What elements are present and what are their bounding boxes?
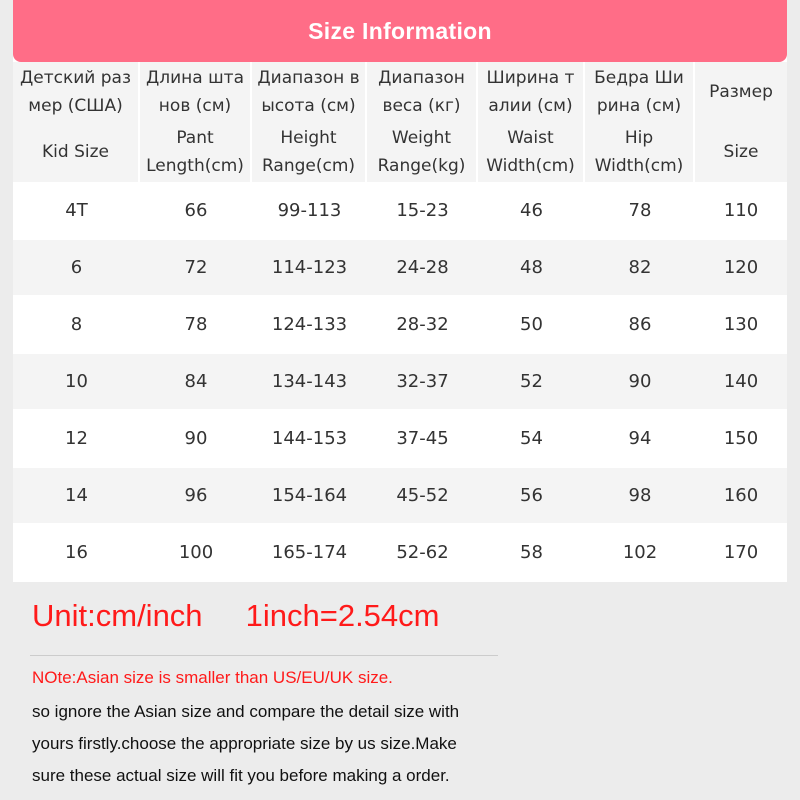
divider [30, 655, 498, 656]
table-cell: 140 [723, 370, 759, 392]
table-cell: 66 [184, 199, 208, 221]
table-cell: 6 [70, 256, 83, 278]
instruction-line-3: sure these actual size will fit you before making a order. [32, 766, 450, 785]
table-row [13, 468, 787, 523]
table-cell: 10 [65, 370, 88, 392]
size-information-banner: Size Information [13, 0, 787, 62]
table-cell: 102 [622, 541, 658, 563]
table-cell: 32-37 [396, 370, 449, 392]
header-en-size: Size [723, 142, 759, 162]
table-cell: 52-62 [396, 541, 449, 563]
table-cell: 96 [184, 484, 208, 506]
header-en-hip-width: Hip Width(cm) [585, 122, 695, 182]
table-cell: 78 [628, 199, 652, 221]
header-ru-kid-size: Детский раз мер (США) [13, 62, 140, 122]
instruction-line-2: yours firstly.choose the appropriate size by us size.Make [32, 734, 457, 753]
table-cell: 150 [723, 427, 759, 449]
asian-size-note: NOte:Asian size is smaller than US/EU/UK size. [32, 668, 393, 687]
table-cell: 154-164 [271, 484, 348, 506]
table-cell: 14 [65, 484, 88, 506]
header-en-kid-size: Kid Size [13, 122, 140, 182]
table-row [13, 297, 787, 352]
header-en-pant-length: Pant Length(cm) [140, 122, 252, 182]
table-cell: 110 [723, 199, 759, 221]
table-cell: 130 [723, 313, 759, 335]
table-cell: 16 [65, 541, 88, 563]
table-cell: 86 [628, 313, 652, 335]
header-ru-pant-length: Длина шта нов (см) [140, 62, 252, 122]
header-ru-height-range: Диапазон в ысота (см) [252, 62, 367, 122]
table-cell: 114-123 [271, 256, 348, 278]
unit-conversion-text: Unit:cm/inch 1inch=2.54cm [32, 598, 440, 633]
table-cell: 98 [628, 484, 652, 506]
table-cell: 94 [628, 427, 652, 449]
instruction-line-1: so ignore the Asian size and compare the detail size with [32, 702, 460, 721]
table-cell: 170 [723, 541, 759, 563]
table-cell: 45-52 [396, 484, 449, 506]
table-cell: 134-143 [271, 370, 348, 392]
table-cell: 124-133 [271, 313, 348, 335]
table-cell: 37-45 [396, 427, 449, 449]
table-row [13, 240, 787, 295]
table-cell: 4T [65, 199, 88, 221]
table-cell: 46 [520, 199, 543, 221]
table-cell: 82 [628, 256, 652, 278]
header-row-russian [13, 62, 787, 122]
size-chart-card [13, 0, 787, 582]
table-cell: 48 [520, 256, 543, 278]
header-en-weight-range: Weight Range(kg) [367, 122, 478, 182]
table-cell: 90 [184, 427, 208, 449]
table-cell: 54 [520, 427, 543, 449]
table-cell: 165-174 [271, 541, 348, 563]
table-cell: 90 [628, 370, 652, 392]
table-cell: 50 [520, 313, 543, 335]
header-ru-size: Размер [709, 82, 773, 102]
table-cell: 12 [65, 427, 88, 449]
table-cell: 56 [520, 484, 543, 506]
table-cell: 100 [178, 541, 214, 563]
table-cell: 8 [70, 313, 83, 335]
header-ru-hip-width: Бедра Ши рина (см) [585, 62, 695, 122]
header-ru-weight-range: Диапазон веса (кг) [367, 62, 478, 122]
table-cell: 78 [184, 313, 208, 335]
table-row [13, 411, 787, 466]
table-cell: 24-28 [396, 256, 449, 278]
table-row [13, 354, 787, 409]
table-cell: 84 [184, 370, 208, 392]
table-cell: 144-153 [271, 427, 348, 449]
header-en-height-range: Height Range(cm) [252, 122, 367, 182]
table-row [13, 525, 787, 580]
table-cell: 120 [723, 256, 759, 278]
table-cell: 72 [184, 256, 208, 278]
header-row-english [13, 122, 787, 182]
table-cell: 28-32 [396, 313, 449, 335]
table-row [13, 183, 787, 238]
header-en-waist-width: Waist Width(cm) [478, 122, 585, 182]
table-cell: 52 [520, 370, 543, 392]
table-cell: 160 [723, 484, 759, 506]
table-cell: 15-23 [396, 199, 449, 221]
table-cell: 99-113 [277, 199, 342, 221]
table-cell: 58 [520, 541, 543, 563]
header-ru-waist-width: Ширина т алии (см) [478, 62, 585, 122]
